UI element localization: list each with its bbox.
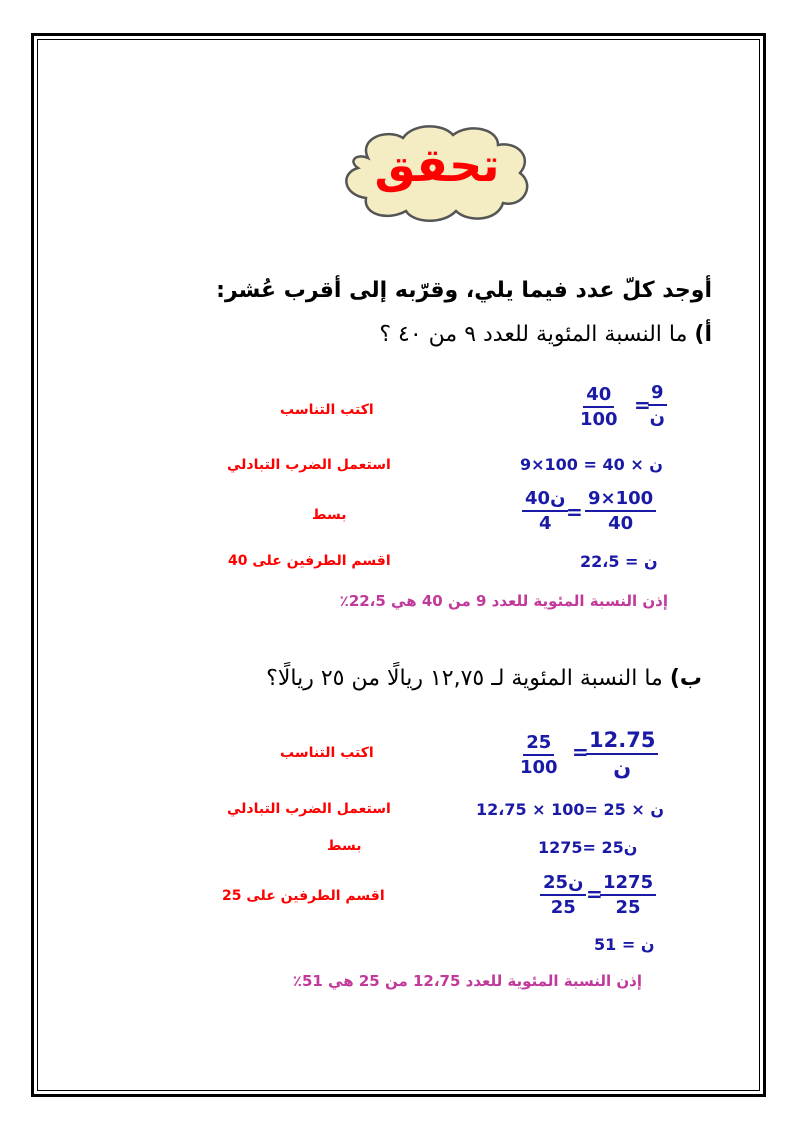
page-title: تحقق xyxy=(374,138,500,192)
part-a-letter: أ) xyxy=(694,322,712,347)
part-a-fraction-40-100 xyxy=(580,384,618,430)
part-a-step-4-label: اقسم الطرفين على 40 xyxy=(228,553,391,569)
part-a-conclusion: إذن النسبة المئوية للعدد 9 من 40 هي 22،5٪ xyxy=(339,592,668,610)
fraction-numerator: 25ن xyxy=(540,872,586,896)
part-b-letter: ب) xyxy=(669,666,702,691)
part-b-step-3-expr: 1275= 25ن xyxy=(538,838,638,857)
part-a-fraction-40n-4 xyxy=(522,488,568,534)
part-a-fraction-900-40 xyxy=(585,488,656,534)
part-b-step-3-label: بسط xyxy=(327,838,362,854)
equals-sign: = xyxy=(586,882,603,906)
fraction-numerator: 9 xyxy=(648,382,667,406)
part-b-conclusion: إذن النسبة المئوية للعدد 12،75 من 25 هي 51٪ xyxy=(292,972,642,990)
part-a-fraction-9-n xyxy=(648,382,667,428)
fraction-denominator: ن xyxy=(613,756,632,780)
part-b-fraction-25-100 xyxy=(520,732,558,778)
part-b-fraction-1275-n xyxy=(586,728,658,780)
fraction-denominator: 40 xyxy=(608,513,634,534)
equals-sign: = xyxy=(572,740,589,764)
fraction-denominator: 25 xyxy=(615,897,641,918)
fraction-numerator: 40 xyxy=(583,384,614,408)
part-a-step-2-expr: 9×100 = 40 × ن xyxy=(520,455,663,474)
fraction-denominator: 4 xyxy=(538,513,552,534)
part-a-step-2-label: استعمل الضرب التبادلي xyxy=(227,457,391,473)
part-b-question-text: ما النسبة المئوية لـ ١٢,٧٥ ريالًا من ٢٥ ريالًا؟ xyxy=(266,666,663,691)
part-a-question xyxy=(379,322,712,347)
part-a-step-3-label: بسط xyxy=(312,507,347,523)
part-b-fraction-25n-25 xyxy=(540,872,586,918)
fraction-denominator: 100 xyxy=(580,409,618,430)
part-b-step-2-label: استعمل الضرب التبادلي xyxy=(227,801,391,817)
fraction-denominator: 25 xyxy=(550,897,576,918)
part-b-step-4-expr: 51 = ن xyxy=(594,935,655,954)
fraction-numerator: 9×100 xyxy=(585,488,656,512)
fraction-numerator: 40ن xyxy=(522,488,568,512)
part-b-step-4-label: اقسم الطرفين على 25 xyxy=(222,888,385,904)
equals-sign: = xyxy=(634,393,651,417)
fraction-numerator: 1275 xyxy=(600,872,656,896)
part-b-step-2-expr: 12،75 × 100= 25 × ن xyxy=(476,800,664,819)
equals-sign: = xyxy=(566,500,583,524)
instruction-heading: أوجد كلّ عدد فيما يلي، وقرّبه إلى أقرب عُشر: xyxy=(216,278,712,303)
fraction-denominator: ن xyxy=(649,407,665,428)
fraction-numerator: 12.75 xyxy=(586,728,658,755)
fraction-denominator: 100 xyxy=(520,757,558,778)
part-b-step-1-label: اكتب التناسب xyxy=(280,745,374,761)
part-b-fraction-1275-25 xyxy=(600,872,656,918)
part-a-step-4-expr: 22،5 = ن xyxy=(580,552,658,571)
part-a-step-1-label: اكتب التناسب xyxy=(280,402,374,418)
part-b-question xyxy=(266,666,702,691)
part-a-question-text: ما النسبة المئوية للعدد ٩ من ٤٠ ؟ xyxy=(379,322,688,347)
fraction-numerator: 25 xyxy=(523,732,554,756)
